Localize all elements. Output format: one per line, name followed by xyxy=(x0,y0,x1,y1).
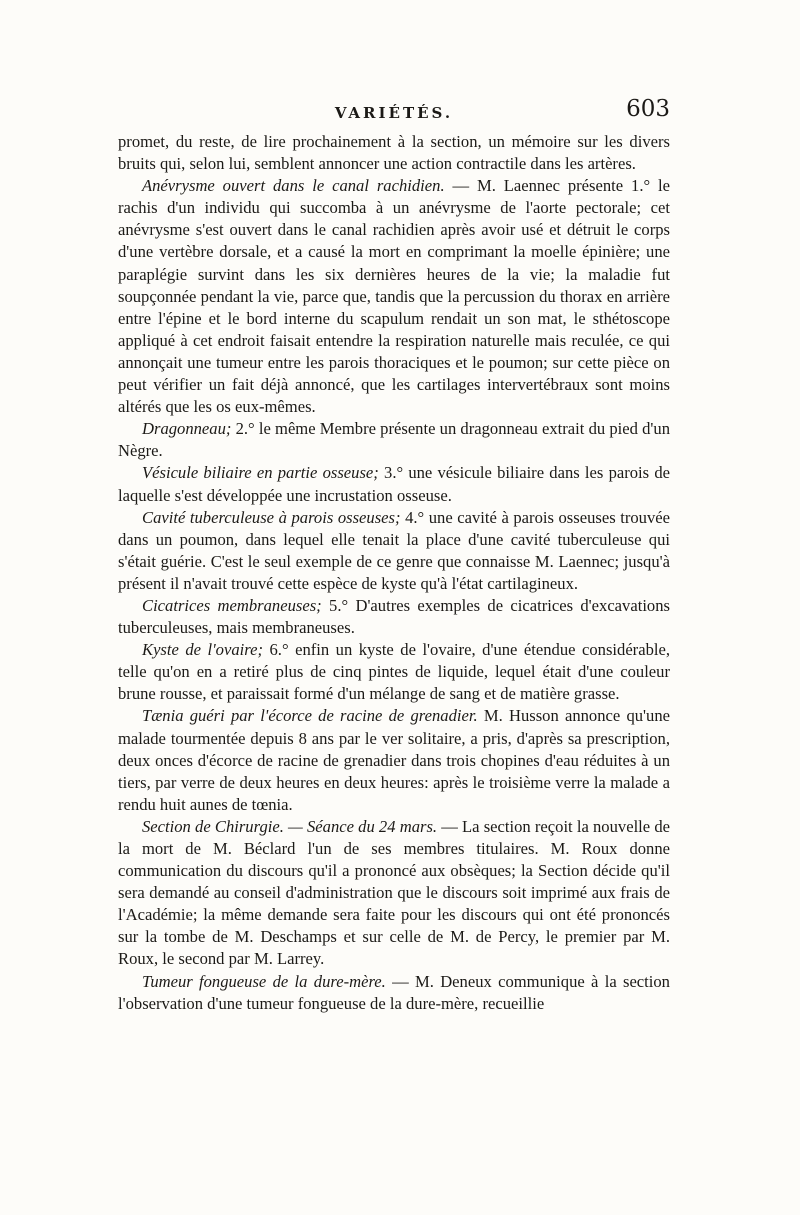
paragraph-text: — M. Laennec présente 1.° le rachis d'un individu qui succomba à un anévrysme de l'aorte pectorale; cet anévrysme s'est ouvert dans le canal rachidien après avoir usé et détruit le corps d'une vertèbre dorsale, et a causé la mort en comprimant la moelle épinière; une paraplégie survint dans les six dernières heures de la vie; la maladie fut soupçonnée pendant la vie, parce que, tandis que la percussion du thorax en arrière entre l'épine et le bord interne du scapulum rendait un son mat, le sthétoscope appliqué à cet endroit faisait entendre la respiration naturelle mais reculée, ce qui annonçait une tumeur entre les parois thoraciques et le poumon; sur cette pièce on peut vérifier un fait déjà annoncé, que les cartilages intervertébraux sont moins altérés que les os eux-mêmes. xyxy=(118,176,670,417)
paragraph-text: 6.° enfin un kyste de l'ovaire, d'une étendue considérable, telle qu'on en a retiré plus de cinq pintes de liquide, lequel était d'une couleur brune rousse, et paraissait formé d'un mélange de sang et de matière grasse. xyxy=(118,640,670,704)
paragraph-aneurysm xyxy=(118,175,670,418)
body-text xyxy=(118,131,670,1015)
paragraph-heading: Anévrysme ouvert dans le canal rachidien. xyxy=(142,176,445,196)
paragraph-heading: Cavité tuberculeuse à parois osseuses; xyxy=(142,507,401,527)
paragraph-heading: Section de Chirurgie. — Séance du 24 mars. xyxy=(142,816,438,836)
paragraph-text: 2.° le même Membre présente un dragonneau extrait du pied d'un Nègre. xyxy=(118,419,670,461)
paragraph-text: — M. Deneux communique à la section l'observation d'une tumeur fongueuse de la dure-mère, recueillie xyxy=(118,971,670,1013)
running-head xyxy=(118,92,670,122)
paragraph-tuberculous-cavity xyxy=(118,507,670,595)
page-number: 603 xyxy=(626,96,670,122)
paragraph-continuation xyxy=(118,131,670,175)
paragraph-text: M. Husson annonce qu'une malade tourmentée depuis 8 ans par le ver solitaire, a pris, d'après sa prescription, deux onces d'écorce de racine de grenadier dans trois chopines d'eau réduites à un tiers, par verre de deux heures en deux heures: après le troisième verre la malade a rendu huit aunes de tœnia. xyxy=(118,706,670,814)
paragraph-surgery-section xyxy=(118,816,670,971)
paragraph-heading: Cicatrices membraneuses; xyxy=(142,595,322,615)
running-title: VARIÉTÉS. xyxy=(334,104,454,122)
paragraph-text: — La section reçoit la nouvelle de la mort de M. Béclard l'un de ses membres titulaires. M. Roux donne communication du discours qu'il a prononcé aux obsèques; la Section décide qu'il sera demandé au conseil d'administration que le discours soit imprimé aux frais de l'Académie; la même demande sera faite pour les discours qui ont été prononcés sur la tombe de M. Deschamps et sur celle de M. de Percy, le premier par M. Roux, le second par M. Larrey. xyxy=(118,816,670,969)
paragraph-heading: Vésicule biliaire en partie osseuse; xyxy=(142,463,379,483)
paragraph-ovarian-cyst xyxy=(118,639,670,705)
paragraph-taenia xyxy=(118,705,670,815)
paragraph-heading: Kyste de l'ovaire; xyxy=(142,640,263,660)
paragraph-heading: Tænia guéri par l'écorce de racine de grenadier. xyxy=(142,706,478,726)
paragraph-heading: Dragonneau; xyxy=(142,419,232,439)
paragraph-gallbladder xyxy=(118,462,670,506)
paragraph-text: 4.° une cavité à parois osseuses trouvée dans un poumon, dans lequel elle tenait la place d'une cavité tuberculeuse qui s'était guérie. C'est le seul exemple de ce genre que connaisse M. Laennec; jusqu'à présent il n'avait trouvé cette espèce de kyste qu'à l'état cartilagineux. xyxy=(118,507,670,593)
paragraph-text: 3.° une vésicule biliaire dans les parois de laquelle s'est développée une incrustation osseuse. xyxy=(118,463,670,505)
paragraph-heading: Tumeur fongueuse de la dure-mère. xyxy=(142,971,386,991)
paragraph-text: 5.° D'autres exemples de cicatrices d'excavations tuberculeuses, mais membraneuses. xyxy=(118,595,670,638)
paragraph-dragonneau xyxy=(118,418,670,462)
paragraph-scars xyxy=(118,595,670,639)
paragraph-fungous-tumor xyxy=(118,971,670,1015)
paragraph-text: promet, du reste, de lire prochainement à la section, un mémoire sur les divers bruits qui, selon lui, semblent annoncer une action contractile dans les artères. xyxy=(118,132,670,174)
